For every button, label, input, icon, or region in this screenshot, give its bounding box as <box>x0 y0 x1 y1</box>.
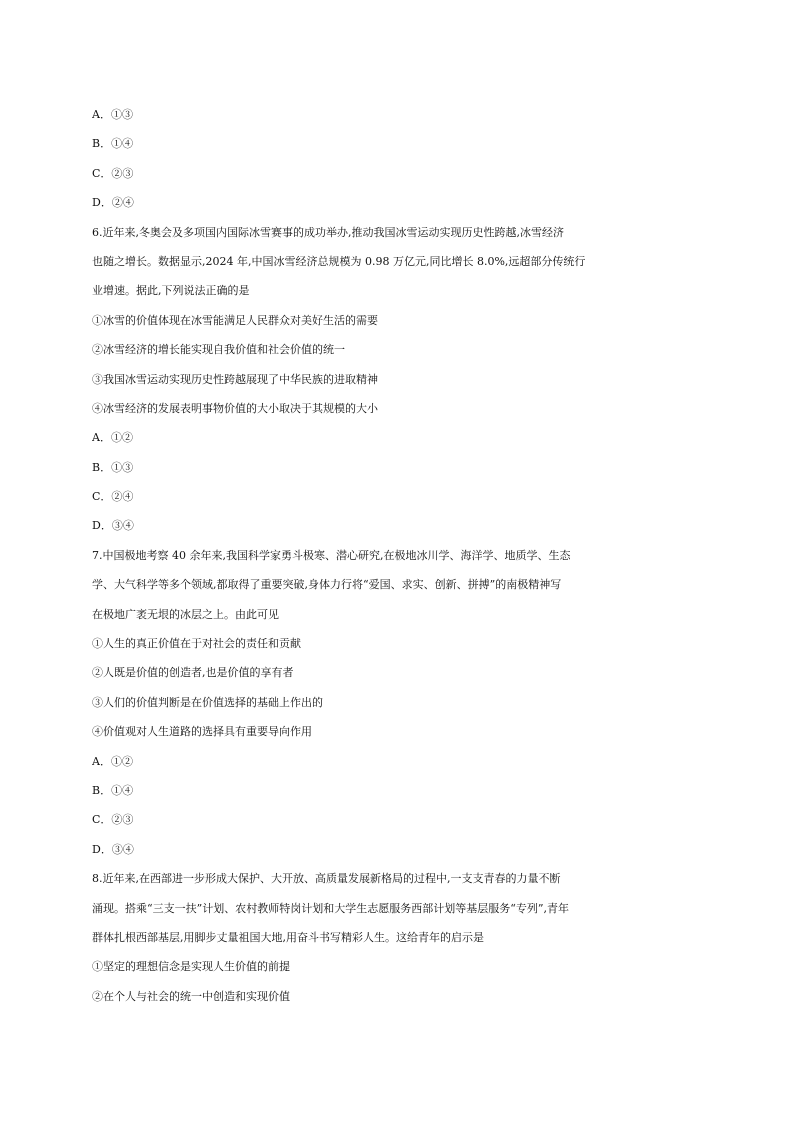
q6-choice-a: A．①② <box>92 431 133 445</box>
question-8 <box>92 864 712 1011</box>
q5-choices <box>92 100 712 218</box>
q6-choice-d: D．③④ <box>92 519 134 533</box>
q6-statement-2: ②冰雪经济的增长能实现自我价值和社会价值的统一 <box>92 343 345 357</box>
q6-statement-1: ①冰雪的价值体现在冰雪能满足人民群众对美好生活的需要 <box>92 313 378 327</box>
q8-statement-1: ①坚定的理想信念是实现人生价值的前提 <box>92 960 290 974</box>
q7-choice-c: C．②③ <box>92 813 134 827</box>
q6-stem-line: 业增速。据此,下列说法正确的是 <box>92 284 250 298</box>
q7-stem-line: 学、大气科学等多个领域,都取得了重要突破,身体力行将“爱国、求实、创新、拼搏”的南极精神写 <box>92 578 562 592</box>
q5-choice-d: D．②④ <box>92 196 134 210</box>
question-7 <box>92 541 712 864</box>
q6-statement-3: ③我国冰雪运动实现历史性跨越展现了中华民族的进取精神 <box>92 372 378 386</box>
q7-choice-a: A．①② <box>92 754 133 768</box>
q5-choice-a: A．①③ <box>92 108 133 121</box>
q7-choice-b: B．①④ <box>92 783 134 797</box>
q7-stem-line: 在极地广袤无垠的冰层之上。由此可见 <box>92 607 279 621</box>
q6-stem-line: 也随之增长。数据显示,2024 年,中国冰雪经济总规模为 0.98 万亿元,同比增长 8.0%,远超部分传统行 <box>92 254 586 268</box>
q7-choice-d: D．③④ <box>92 842 134 856</box>
q7-statement-1: ①人生的真正价值在于对社会的责任和贡献 <box>92 637 301 651</box>
q6-statement-4: ④冰雪经济的发展表明事物价值的大小取决于其规模的大小 <box>92 401 378 415</box>
q8-statement-2: ②在个人与社会的统一中创造和实现价值 <box>92 989 290 1003</box>
q7-statement-3: ③人们的价值判断是在价值选择的基础上作出的 <box>92 695 323 709</box>
q6-choice-c: C．②④ <box>92 490 134 504</box>
q7-statement-2: ②人既是价值的创造者,也是价值的享有者 <box>92 666 294 680</box>
q8-stem-line: 涌现。搭乘“三支一扶”计划、农村教师特岗计划和大学生志愿服务西部计划等基层服务“专列”,青年 <box>92 901 569 915</box>
q6-stem-line: 6.近年来,冬奥会及多项国内国际冰雪赛事的成功举办,推动我国冰雪运动实现历史性跨越,冰雪经济 <box>92 225 564 239</box>
q8-stem-line: 群体扎根西部基层,用脚步丈量祖国大地,用奋斗书写精彩人生。这给青年的启示是 <box>92 930 484 944</box>
q6-choice-b: B．①③ <box>92 460 134 474</box>
q5-choice-c: C．②③ <box>92 166 134 180</box>
q7-statement-4: ④价值观对人生道路的选择具有重要导向作用 <box>92 725 312 739</box>
q8-stem-line: 8.近年来,在西部进一步形成大保护、大开放、高质量发展新格局的过程中,一支支青春的力量不断 <box>92 872 561 886</box>
exam-page <box>92 100 712 1011</box>
q7-stem-line: 7.中国极地考察 40 余年来,我国科学家勇斗极寒、潜心研究,在极地冰川学、海洋学、地质学、生态 <box>92 548 571 562</box>
q5-choice-b: B．①④ <box>92 137 134 151</box>
question-6 <box>92 218 712 541</box>
